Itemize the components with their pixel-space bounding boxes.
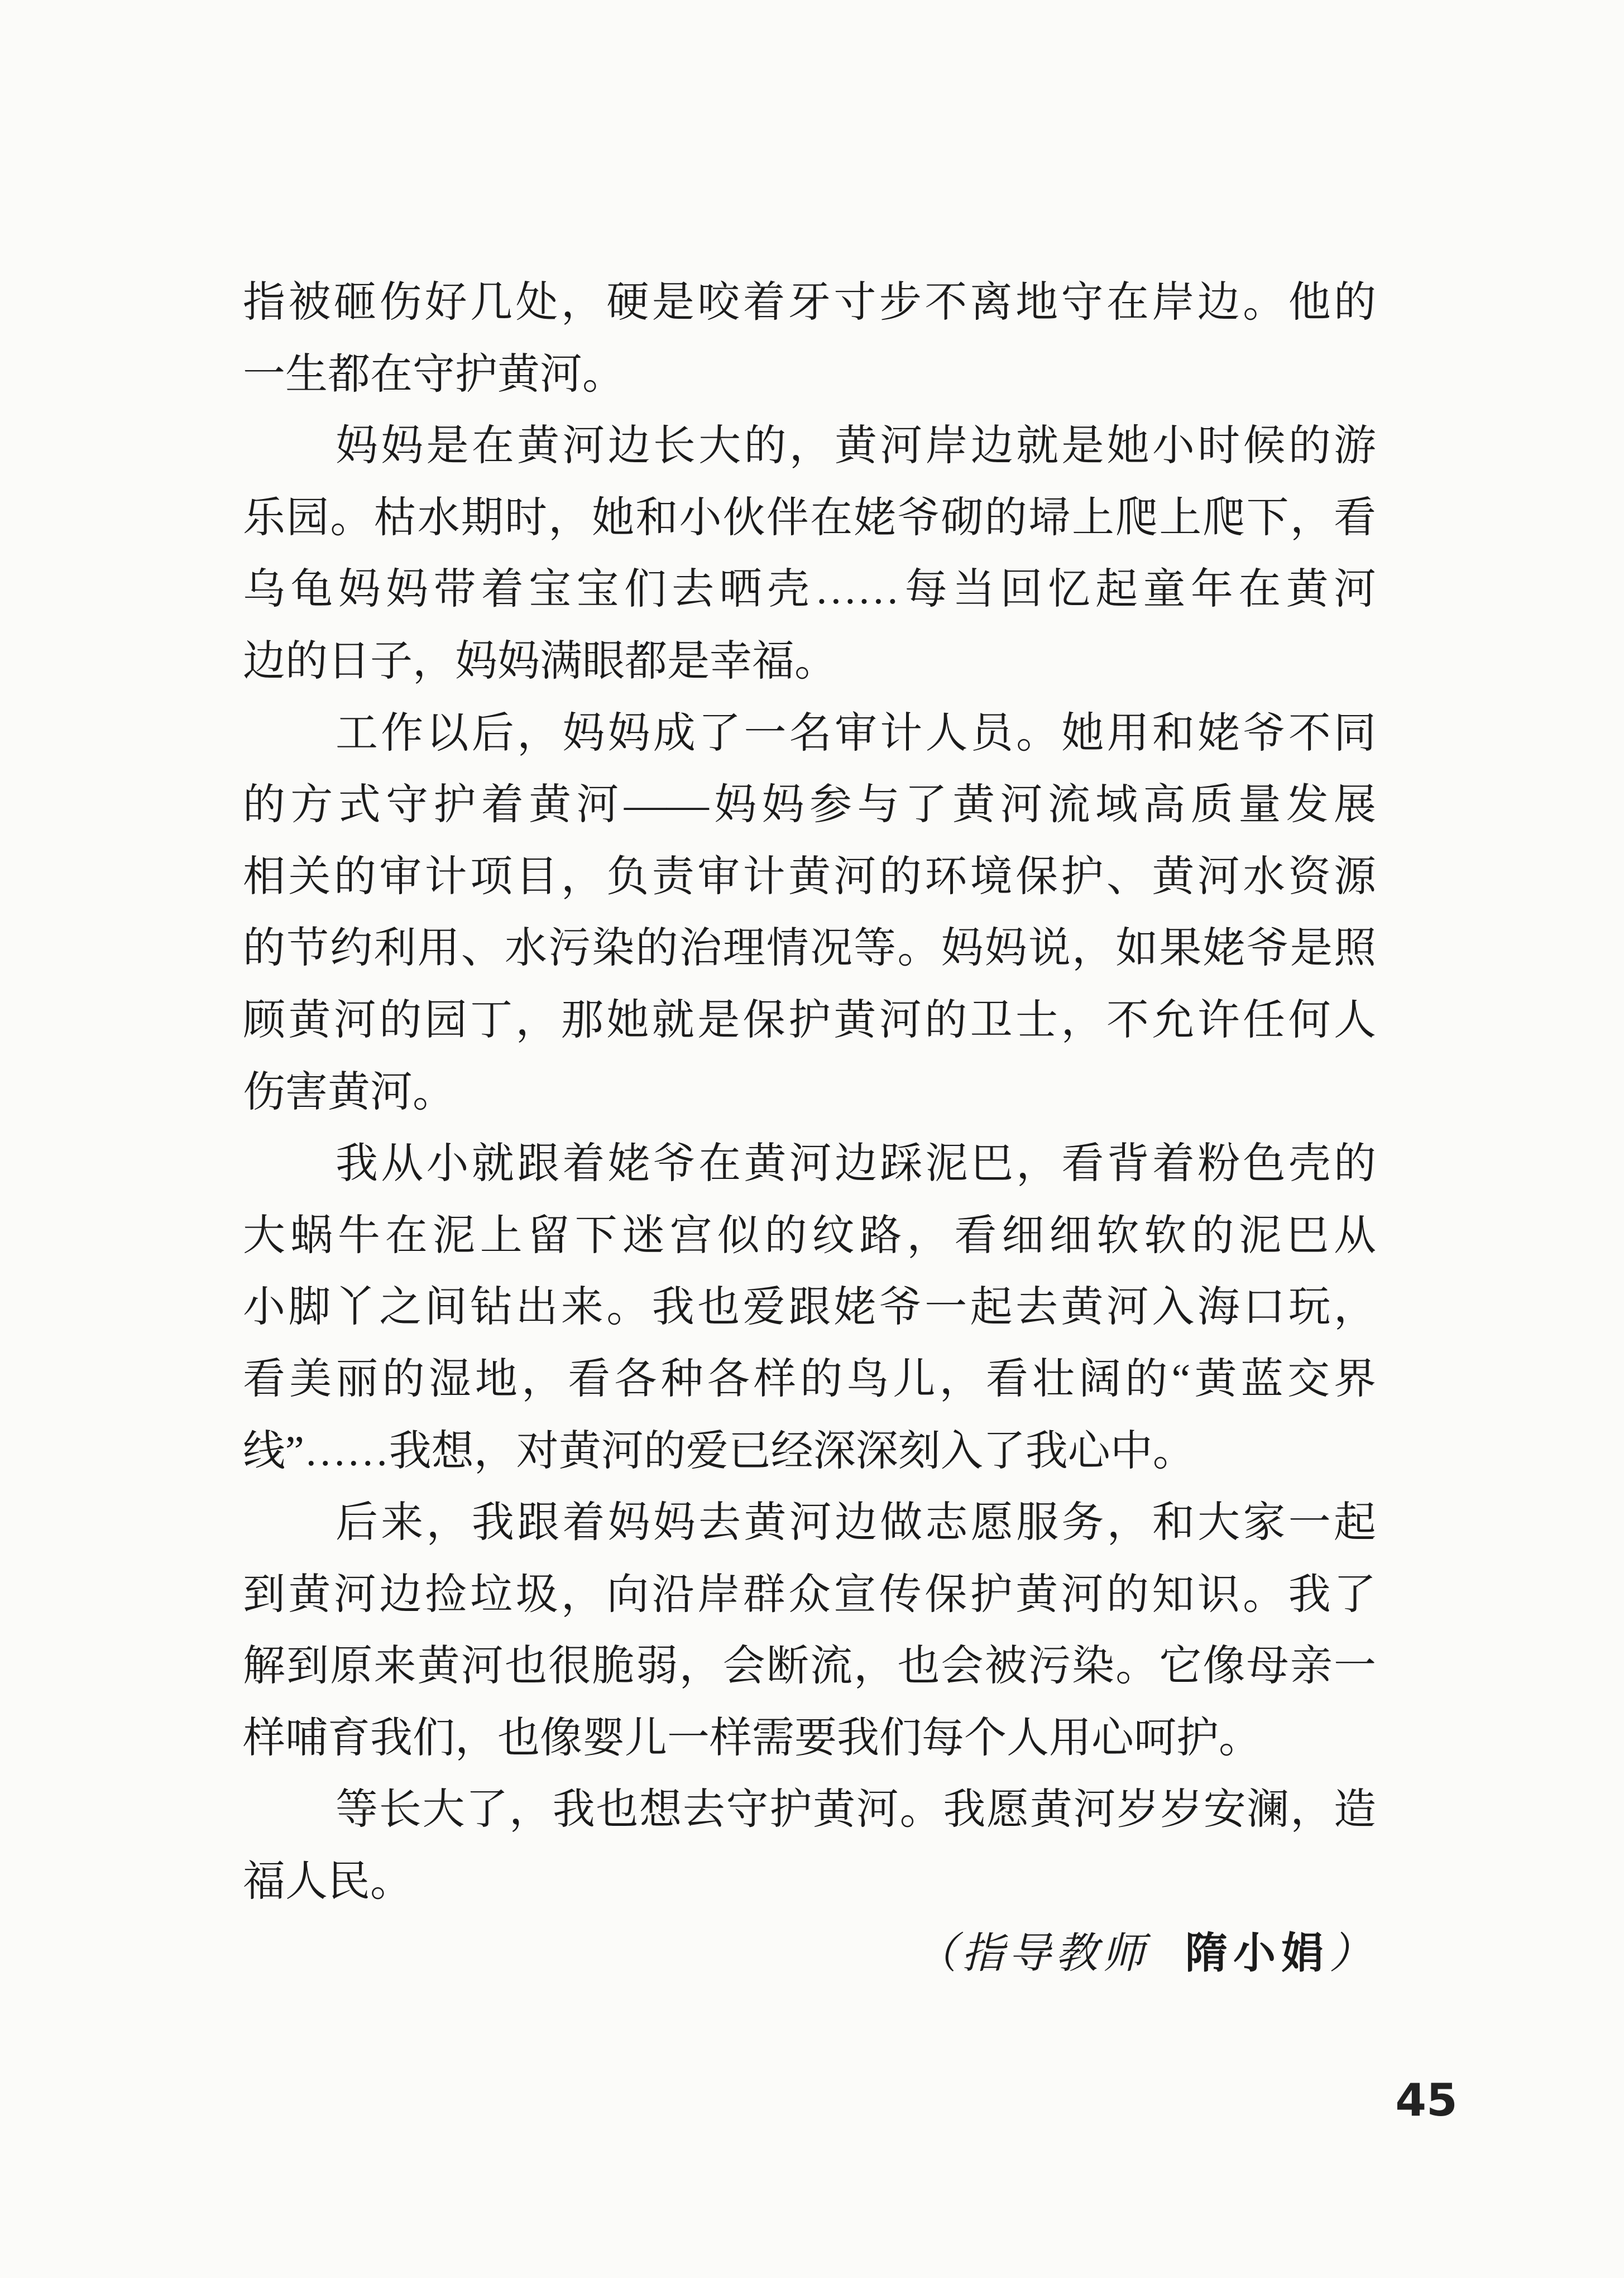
text-line: 福人民。 — [243, 1858, 413, 1906]
credit-suffix: ） — [1329, 1930, 1376, 1977]
page-number: 45 — [1395, 2074, 1458, 2126]
text-line: 大蜗牛在泥上留下迷宫似的纹路，看细细软软的泥巴从 — [243, 1212, 1376, 1259]
text-line: 线”……我想，对黄河的爱已经深深刻入了我心中。 — [243, 1427, 1195, 1475]
text-line: 的节约利用、水污染的治理情况等。妈妈说，如果姥爷是照 — [243, 925, 1376, 972]
text-line: 到黄河边捡垃圾，向沿岸群众宣传保护黄河的知识。我了 — [243, 1571, 1376, 1618]
credit-prefix: （指导教师 — [914, 1930, 1149, 1977]
text-line: 一生都在守护黄河。 — [243, 351, 625, 398]
text-line: 乐园。枯水期时，她和小伙伴在姥爷砌的埽上爬上爬下，看 — [243, 494, 1376, 541]
text-line: 相关的审计项目，负责审计黄河的环境保护、黄河水资源 — [243, 853, 1376, 900]
text-line: 指被砸伤好几处，硬是咬着牙寸步不离地守在岸边。他的 — [243, 279, 1376, 326]
text-line: 等长大了，我也想去守护黄河。我愿黄河岁岁安澜，造 — [336, 1786, 1376, 1834]
text-line: 顾黄河的园丁，那她就是保护黄河的卫士，不允许任何人 — [243, 996, 1376, 1044]
essay-text-block — [243, 267, 1376, 1989]
text-line: 妈妈是在黄河边长大的，黄河岸边就是她小时候的游 — [336, 423, 1376, 470]
text-line: 伤害黄河。 — [243, 1068, 455, 1116]
text-line: 看美丽的湿地，看各种各样的鸟儿，看壮阔的“黄蓝交界 — [243, 1355, 1376, 1403]
text-line: 后来，我跟着妈妈去黄河边做志愿服务，和大家一起 — [336, 1499, 1376, 1547]
instructor-credit-line — [243, 1918, 1376, 1990]
text-line: 解到原来黄河也很脆弱，会断流，也会被污染。它像母亲一 — [243, 1643, 1376, 1690]
text-line: 我从小就跟着姥爷在黄河边踩泥巴，看背着粉色壳的 — [336, 1140, 1376, 1188]
text-line: 工作以后，妈妈成了一名审计人员。她用和姥爷不同 — [336, 709, 1376, 757]
text-line: 边的日子，妈妈满眼都是幸福。 — [243, 637, 837, 685]
text-line: 的方式守护着黄河——妈妈参与了黄河流域高质量发展 — [243, 781, 1376, 829]
text-line: 样哺育我们，也像婴儿一样需要我们每个人用心呵护。 — [243, 1714, 1261, 1762]
text-line: 乌龟妈妈带着宝宝们去晒壳……每当回忆起童年在黄河 — [243, 566, 1376, 613]
text-line: 小脚丫之间钻出来。我也爱跟姥爷一起去黄河入海口玩， — [243, 1284, 1376, 1331]
instructor-name: 隋小娟 — [1185, 1929, 1329, 1977]
